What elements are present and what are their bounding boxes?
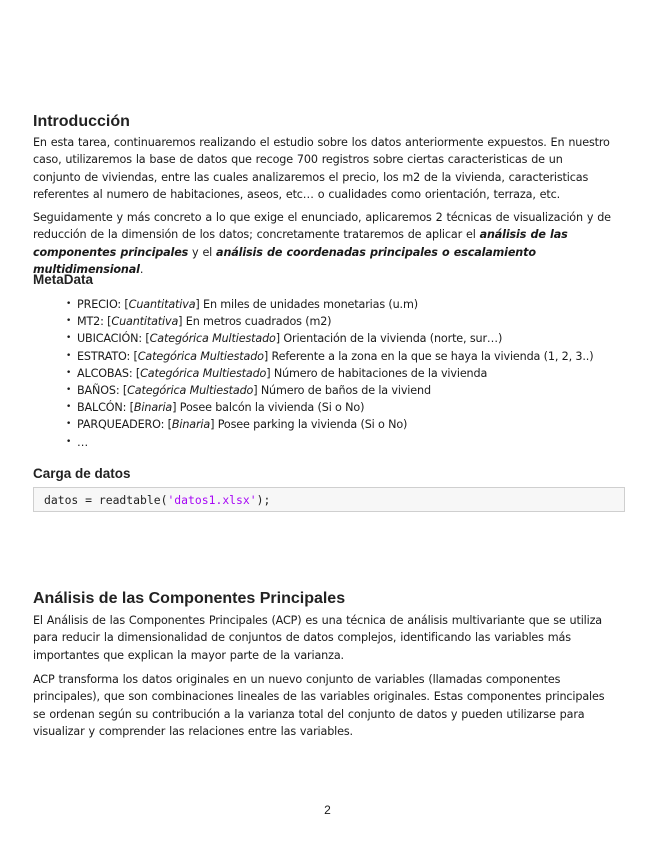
metadata-item-balcon: • BALCÓN: [Binaria] Posee balcón la vivienda (Si o No)	[66, 399, 593, 416]
code-string-literal: 'datos1.xlsx'	[167, 493, 257, 507]
intro-p2-text-2: y el	[188, 245, 217, 259]
intro-p2-bold-acp: análisis de las componentes principales	[33, 228, 568, 259]
section-heading-introduccion: Introducción	[33, 113, 130, 130]
metadata-item-alcobas: • ALCOBAS: [Categórica Multiestado] Número de habitaciones de la vivienda	[66, 365, 593, 382]
metadata-item-ubicacion: • UBICACIÓN: [Categórica Multiestado] Orientación de la vivienda (norte, sur…)	[66, 330, 593, 347]
code-block	[33, 487, 625, 512]
code-line: datos = readtable('datos1.xlsx');	[44, 493, 271, 507]
section-heading-carga-datos: Carga de datos	[33, 466, 131, 481]
section-heading-metadata: MetaData	[33, 272, 94, 287]
metadata-item-ellipsis: • …	[66, 434, 593, 451]
acp-paragraph-2: ACP transforma los datos originales en un nuevo conjunto de variables (llamadas componentes principales), que son combinaciones lineales de las variables originales. Estas componentes principales se ordenan según su contribución a la varianza total del conjunto de datos y pueden utilizarse para visualizar y comprender las relaciones entre las variables.	[33, 673, 605, 739]
intro-p2-text-3: .	[139, 263, 144, 277]
metadata-item-mt2: • MT2: [Cuantitativa] En metros cuadrados (m2)	[66, 313, 593, 330]
metadata-item-banos: • BAÑOS: [Categórica Multiestado] Número de baños de la viviend	[66, 382, 593, 399]
intro-p2-text-1: Seguidamente y más concreto a lo que exige el enunciado, aplicaremos 2 técnicas de visualización y de reducción de la dimensión de los datos; concretamente trataremos de aplicar el	[33, 211, 611, 242]
intro-paragraph-2	[33, 209, 613, 279]
acp-paragraph-1: El Análisis de las Componentes Principales (ACP) es una técnica de análisis multivariante que se utiliza para reducir la dimensionalidad de conjuntos de datos complejos, identificando las variables más importantes que explican la mayor parte de la varianza.	[33, 614, 603, 662]
metadata-item-estrato: • ESTRATO: [Categórica Multiestado] Referente a la zona en la que se haya la vivienda (1, 2, 3..)	[66, 348, 593, 365]
metadata-item-parqueadero: • PARQUEADERO: [Binaria] Posee parking la vivienda (Si o No)	[66, 416, 593, 433]
intro-paragraph-1: En esta tarea, continuaremos realizando el estudio sobre los datos anteriormente expuestos. En nuestro caso, utilizaremos la base de datos que recoge 700 registros sobre ciertas caracteristicas de un conjunto de viviendas, entre las cuales analizaremos el precio, los m2 de la vivienda, caracteristicas referentes al numero de habitaciones, aseos, etc… o cualidades como orientación, terraza, etc.	[33, 136, 610, 202]
metadata-list	[66, 296, 593, 451]
section-heading-acp: Análisis de las Componentes Principales	[33, 590, 346, 607]
intro-p2-bold-mds: análisis de coordenadas principales o escalamiento multidimensional	[33, 245, 536, 277]
metadata-item-precio: • PRECIO: [Cuantitativa] En miles de unidades monetarias (u.m)	[66, 296, 593, 313]
page-number: 2	[324, 803, 331, 817]
